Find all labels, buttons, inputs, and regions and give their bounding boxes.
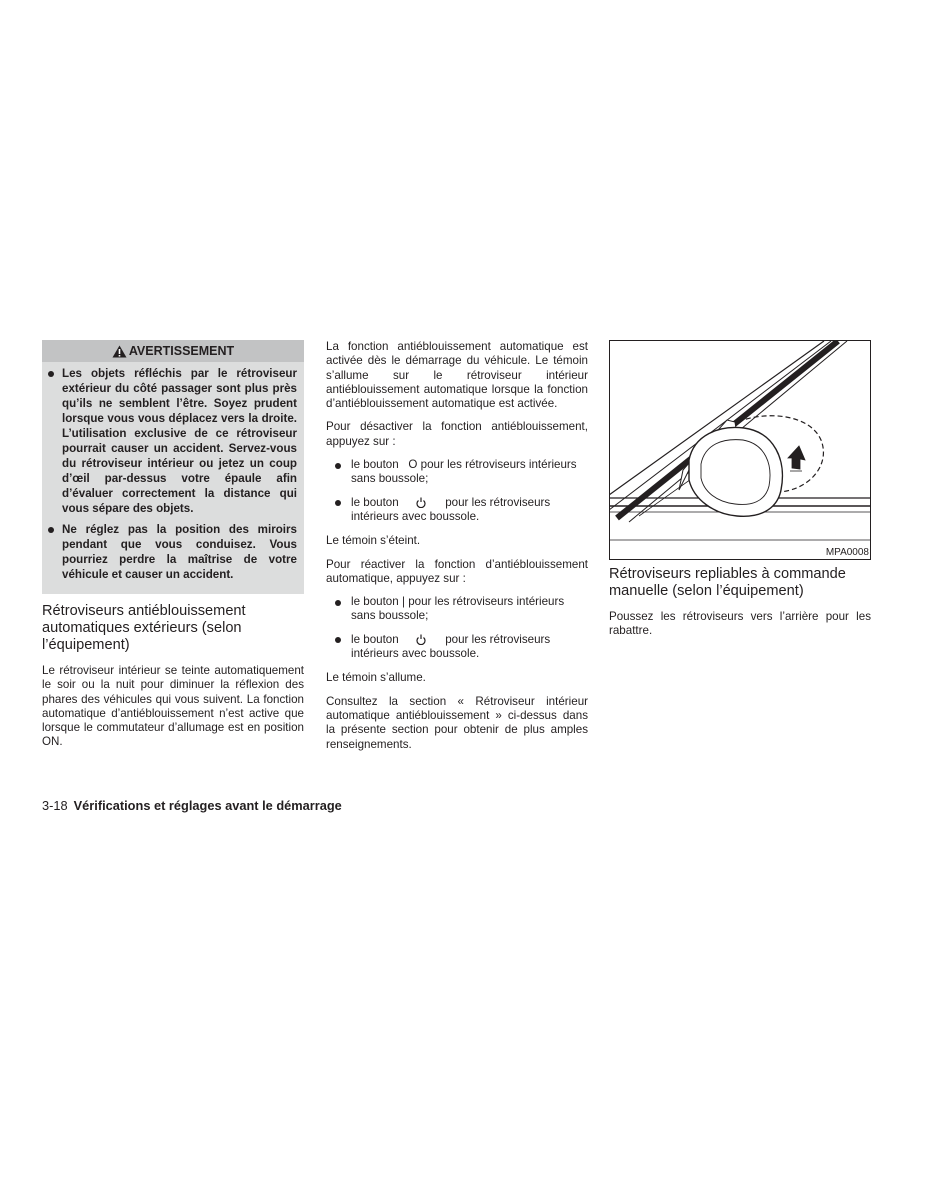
page-number: 3-18 — [42, 798, 68, 813]
list-item-text: pour les rétroviseurs intérieurs sans boussole; — [351, 595, 565, 623]
list-item — [326, 496, 588, 525]
section-heading-manual-folding: Rétroviseurs repliables à commande manuelle (selon l’équipement) — [609, 566, 846, 599]
warning-title: AVERTISSEMENT — [128, 344, 235, 358]
button-symbol-o: O — [408, 458, 418, 472]
list-item-text: pour les rétroviseurs intérieurs sans boussole; — [351, 458, 577, 486]
button-label: le bouton — [351, 595, 399, 609]
page-footer — [42, 798, 342, 813]
button-symbol-bar: | — [401, 595, 405, 609]
column-right — [609, 340, 871, 639]
column-middle — [326, 340, 588, 752]
mirror-illustration — [609, 340, 871, 560]
paragraph-auto-dimming: Le rétroviseur intérieur se teinte automatiquement le soir ou la nuit pour diminuer la réflexion des phares des véhicules qui vous suivent. La fonction automatique d’antiéblouissement n’est active que lorsque le commutateur d’allumage est en position ON. — [42, 664, 304, 749]
section-heading-auto-dimming-exterior: Rétroviseurs antiéblouissement automatiques extérieurs (selon l’équipement) — [42, 603, 246, 653]
figure-code: MPA0008 — [825, 547, 869, 558]
deactivate-list — [326, 458, 588, 524]
list-item-text: pour les rétroviseurs intérieurs avec boussole. — [351, 632, 551, 661]
list-item — [326, 633, 588, 662]
warning-item: Les objets réfléchis par le rétroviseur extérieur du côté passager sont plus près qu’ils ne semblent l’être. Soyez prudent lorsque vous vous déplacez vers la droite. L’utilisation exclusive de ce rétroviseur pourrait causer un accident. Servez-vous du rétroviseur intérieur ou jetez un coup d’œil par-dessus votre épaule afin d’évaluer correctement la distance qui vous sépare des objets. — [47, 366, 297, 516]
paragraph-indicator-on: Le témoin s’allume. — [326, 671, 426, 685]
warning-list — [42, 362, 304, 582]
list-item — [326, 458, 588, 487]
button-label: le bouton — [351, 632, 399, 646]
paragraph-reactivate: Pour réactiver la fonction d’antiéblouissement automatique, appuyez sur : — [326, 557, 588, 585]
warning-box — [42, 340, 304, 594]
power-symbol-icon — [402, 633, 442, 645]
warning-triangle-icon — [112, 345, 127, 358]
list-item — [326, 595, 588, 624]
folding-mirror-drawing — [609, 340, 871, 560]
paragraph-folding: Poussez les rétroviseurs vers l’arrière pour les rabattre. — [609, 610, 871, 638]
button-label: le bouton — [351, 495, 399, 509]
power-symbol-icon — [402, 496, 442, 508]
column-left — [42, 340, 304, 750]
paragraph-indicator-off: Le témoin s’éteint. — [326, 534, 421, 548]
paragraph-consult: Consultez la section « Rétroviseur intérieur automatique antiéblouissement » ci-dessus dans la présente section pour obtenir de plus amples renseignements. — [326, 694, 588, 751]
paragraph-deactivate: Pour désactiver la fonction antiéblouissement, appuyez sur : — [326, 420, 588, 448]
reactivate-list — [326, 595, 588, 661]
button-label: le bouton — [351, 458, 399, 472]
warning-header — [42, 340, 304, 362]
chapter-title: Vérifications et réglages avant le démarrage — [73, 798, 342, 813]
paragraph-activation: La fonction antiéblouissement automatique est activée dès le démarrage du véhicule. Le témoin s’allume sur le rétroviseur intérieur antiéblouissement automatique lorsque la fonction d’antiéblouissement automatique est activée. — [326, 340, 588, 411]
warning-item: Ne réglez pas la position des miroirs pendant que vous conduisez. Vous pourriez perdre la maîtrise de votre véhicule et causer un accident. — [47, 522, 297, 582]
list-item-text: pour les rétroviseurs intérieurs avec boussole. — [351, 495, 551, 523]
